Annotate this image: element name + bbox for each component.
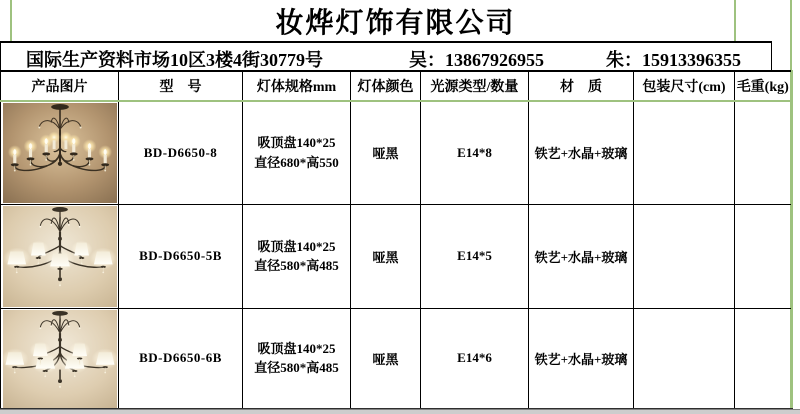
table-row bbox=[1, 101, 792, 204]
chandelier-6-shade-photo bbox=[3, 310, 117, 408]
spec-line2: 直径580*高485 bbox=[254, 360, 339, 376]
spec-cell bbox=[243, 308, 351, 409]
header-gross-weight: 毛重(kg) bbox=[735, 71, 792, 101]
header-light-source: 光源类型/数量 bbox=[421, 71, 529, 101]
info-bar bbox=[0, 41, 772, 70]
body-color-cell: 哑黑 bbox=[351, 308, 421, 409]
gross-weight-cell bbox=[735, 101, 792, 204]
contact-zhu bbox=[606, 46, 741, 72]
contact-wu bbox=[409, 46, 544, 72]
model-cell: BD-D6650-6B bbox=[119, 308, 243, 409]
spec-line1: 吸顶盘140*25 bbox=[257, 340, 336, 356]
material-cell: 铁艺+水晶+玻璃 bbox=[529, 308, 634, 409]
contact-wu-label: 吴： bbox=[409, 50, 445, 70]
table-header-row bbox=[1, 71, 792, 101]
bottom-edge-strip bbox=[0, 409, 800, 414]
header-package-size: 包装尺寸(cm) bbox=[634, 71, 735, 101]
package-size-cell bbox=[634, 308, 735, 409]
product-photo-cell bbox=[1, 308, 119, 409]
spec-line2: 直径580*高485 bbox=[254, 258, 339, 273]
header-product-image: 产品图片 bbox=[1, 71, 119, 101]
market-address: 国际生产资料市场10区3楼4街30779号 bbox=[26, 50, 323, 70]
chandelier-5-shade-photo bbox=[3, 206, 117, 307]
product-photo-cell bbox=[1, 101, 119, 204]
product-table bbox=[0, 70, 793, 410]
spec-cell bbox=[243, 204, 351, 308]
package-size-cell bbox=[634, 101, 735, 204]
gross-weight-cell bbox=[735, 204, 792, 308]
package-size-cell bbox=[634, 204, 735, 308]
contact-wu-phone: 13867926955 bbox=[445, 50, 544, 70]
header-material: 材 质 bbox=[529, 71, 634, 101]
material-cell: 铁艺+水晶+玻璃 bbox=[529, 101, 634, 204]
header-model: 型 号 bbox=[119, 71, 243, 101]
body-color-cell: 哑黑 bbox=[351, 101, 421, 204]
spec-line1: 吸顶盘140*25 bbox=[257, 238, 336, 254]
light-source-cell: E14*5 bbox=[421, 204, 529, 308]
model-cell: BD-D6650-8 bbox=[119, 101, 243, 204]
table-row bbox=[1, 204, 792, 308]
contact-zhu-label: 朱： bbox=[606, 50, 642, 70]
gridline-stub-left bbox=[10, 0, 12, 41]
gross-weight-cell bbox=[735, 308, 792, 409]
light-source-cell: E14*8 bbox=[421, 101, 529, 204]
light-source-cell: E14*6 bbox=[421, 308, 529, 409]
header-body-color: 灯体颜色 bbox=[351, 71, 421, 101]
chandelier-8-candle-photo bbox=[3, 103, 117, 203]
company-title: 妆烨灯饰有限公司 bbox=[275, 7, 516, 39]
spec-cell bbox=[243, 101, 351, 204]
spec-line2: 直径680*高550 bbox=[254, 154, 339, 170]
product-photo-cell bbox=[1, 204, 119, 308]
table-row bbox=[1, 308, 792, 409]
spec-line1: 吸顶盘140*25 bbox=[257, 135, 336, 151]
body-color-cell: 哑黑 bbox=[351, 204, 421, 308]
model-cell: BD-D6650-5B bbox=[119, 204, 243, 308]
contact-zhu-phone: 15913396355 bbox=[642, 50, 741, 70]
material-cell: 铁艺+水晶+玻璃 bbox=[529, 204, 634, 308]
header-body-spec: 灯体规格mm bbox=[243, 71, 351, 101]
gridline-stub-right bbox=[734, 0, 736, 41]
